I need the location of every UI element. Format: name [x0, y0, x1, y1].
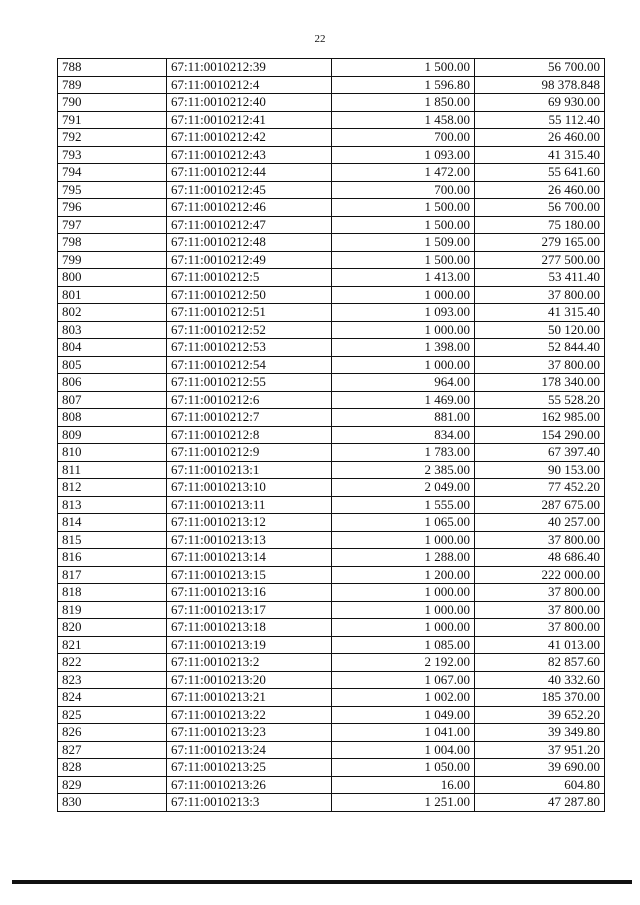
area-cell: 1 500.00 [332, 216, 475, 234]
area-cell: 1 000.00 [332, 356, 475, 374]
value-cell: 52 844.40 [475, 339, 605, 357]
value-cell: 55 528.20 [475, 391, 605, 409]
row-number-cell: 810 [58, 444, 167, 462]
area-cell: 2 049.00 [332, 479, 475, 497]
cadastral-number-cell: 67:11:0010212:39 [167, 59, 332, 77]
cadastral-number-cell: 67:11:0010213:21 [167, 689, 332, 707]
cadastral-number-cell: 67:11:0010213:1 [167, 461, 332, 479]
table-row [58, 496, 605, 514]
row-number-cell: 794 [58, 164, 167, 182]
value-cell: 77 452.20 [475, 479, 605, 497]
area-cell: 1 472.00 [332, 164, 475, 182]
cadastral-number-cell: 67:11:0010212:8 [167, 426, 332, 444]
cadastral-number-cell: 67:11:0010213:16 [167, 584, 332, 602]
area-cell: 1 398.00 [332, 339, 475, 357]
cadastral-number-cell: 67:11:0010213:18 [167, 619, 332, 637]
table-row [58, 461, 605, 479]
area-cell: 16.00 [332, 776, 475, 794]
row-number-cell: 802 [58, 304, 167, 322]
area-cell: 1 000.00 [332, 286, 475, 304]
cadastral-number-cell: 67:11:0010213:14 [167, 549, 332, 567]
table-row [58, 654, 605, 672]
table-row [58, 234, 605, 252]
area-cell: 2 192.00 [332, 654, 475, 672]
row-number-cell: 818 [58, 584, 167, 602]
value-cell: 53 411.40 [475, 269, 605, 287]
table-row [58, 531, 605, 549]
cadastral-number-cell: 67:11:0010213:15 [167, 566, 332, 584]
cadastral-number-cell: 67:11:0010212:5 [167, 269, 332, 287]
value-cell: 39 652.20 [475, 706, 605, 724]
value-cell: 39 349.80 [475, 724, 605, 742]
table-row [58, 286, 605, 304]
cadastral-number-cell: 67:11:0010212:44 [167, 164, 332, 182]
row-number-cell: 812 [58, 479, 167, 497]
cadastral-number-cell: 67:11:0010213:25 [167, 759, 332, 777]
table-row [58, 356, 605, 374]
value-cell: 40 257.00 [475, 514, 605, 532]
table-row [58, 724, 605, 742]
cadastral-number-cell: 67:11:0010213:12 [167, 514, 332, 532]
table-row [58, 689, 605, 707]
value-cell: 604.80 [475, 776, 605, 794]
area-cell: 1 085.00 [332, 636, 475, 654]
cadastral-number-cell: 67:11:0010212:48 [167, 234, 332, 252]
row-number-cell: 797 [58, 216, 167, 234]
area-cell: 1 200.00 [332, 566, 475, 584]
table-row [58, 339, 605, 357]
table-row [58, 741, 605, 759]
value-cell: 41 013.00 [475, 636, 605, 654]
value-cell: 75 180.00 [475, 216, 605, 234]
value-cell: 50 120.00 [475, 321, 605, 339]
area-cell: 1 500.00 [332, 251, 475, 269]
area-cell: 1 093.00 [332, 146, 475, 164]
row-number-cell: 827 [58, 741, 167, 759]
row-number-cell: 801 [58, 286, 167, 304]
value-cell: 178 340.00 [475, 374, 605, 392]
cadastral-number-cell: 67:11:0010212:52 [167, 321, 332, 339]
table-row [58, 111, 605, 129]
cadastral-number-cell: 67:11:0010213:24 [167, 741, 332, 759]
cadastral-number-cell: 67:11:0010212:40 [167, 94, 332, 112]
row-number-cell: 807 [58, 391, 167, 409]
row-number-cell: 815 [58, 531, 167, 549]
table-row [58, 566, 605, 584]
table-row [58, 549, 605, 567]
value-cell: 26 460.00 [475, 129, 605, 147]
table-row [58, 129, 605, 147]
table-row [58, 251, 605, 269]
cadastral-number-cell: 67:11:0010212:45 [167, 181, 332, 199]
row-number-cell: 790 [58, 94, 167, 112]
value-cell: 287 675.00 [475, 496, 605, 514]
cadastral-number-cell: 67:11:0010212:42 [167, 129, 332, 147]
area-cell: 1 288.00 [332, 549, 475, 567]
table-row [58, 94, 605, 112]
area-cell: 1 509.00 [332, 234, 475, 252]
value-cell: 40 332.60 [475, 671, 605, 689]
row-number-cell: 817 [58, 566, 167, 584]
row-number-cell: 809 [58, 426, 167, 444]
row-number-cell: 811 [58, 461, 167, 479]
area-cell: 700.00 [332, 181, 475, 199]
value-cell: 37 800.00 [475, 286, 605, 304]
cadastral-number-cell: 67:11:0010212:9 [167, 444, 332, 462]
value-cell: 48 686.40 [475, 549, 605, 567]
area-cell: 700.00 [332, 129, 475, 147]
cadastral-number-cell: 67:11:0010212:43 [167, 146, 332, 164]
cadastral-number-cell: 67:11:0010212:41 [167, 111, 332, 129]
cadastral-number-cell: 67:11:0010212:50 [167, 286, 332, 304]
cadastral-number-cell: 67:11:0010213:26 [167, 776, 332, 794]
table-row [58, 514, 605, 532]
table-row [58, 706, 605, 724]
page-number: 22 [314, 33, 326, 45]
cadastral-number-cell: 67:11:0010212:46 [167, 199, 332, 217]
row-number-cell: 829 [58, 776, 167, 794]
row-number-cell: 814 [58, 514, 167, 532]
table-row [58, 759, 605, 777]
row-number-cell: 821 [58, 636, 167, 654]
area-cell: 1 067.00 [332, 671, 475, 689]
cadastral-number-cell: 67:11:0010212:4 [167, 76, 332, 94]
table-row [58, 164, 605, 182]
value-cell: 185 370.00 [475, 689, 605, 707]
cadastral-number-cell: 67:11:0010213:19 [167, 636, 332, 654]
row-number-cell: 804 [58, 339, 167, 357]
table-row [58, 794, 605, 812]
row-number-cell: 808 [58, 409, 167, 427]
area-cell: 1 500.00 [332, 199, 475, 217]
cadastral-number-cell: 67:11:0010213:2 [167, 654, 332, 672]
row-number-cell: 793 [58, 146, 167, 164]
cadastral-number-cell: 67:11:0010213:20 [167, 671, 332, 689]
area-cell: 1 850.00 [332, 94, 475, 112]
value-cell: 279 165.00 [475, 234, 605, 252]
value-cell: 90 153.00 [475, 461, 605, 479]
area-cell: 1 783.00 [332, 444, 475, 462]
area-cell: 1 000.00 [332, 619, 475, 637]
row-number-cell: 789 [58, 76, 167, 94]
area-cell: 881.00 [332, 409, 475, 427]
row-number-cell: 826 [58, 724, 167, 742]
cadastral-number-cell: 67:11:0010213:23 [167, 724, 332, 742]
cadastral-number-cell: 67:11:0010212:6 [167, 391, 332, 409]
area-cell: 1 050.00 [332, 759, 475, 777]
value-cell: 69 930.00 [475, 94, 605, 112]
row-number-cell: 792 [58, 129, 167, 147]
row-number-cell: 798 [58, 234, 167, 252]
row-number-cell: 800 [58, 269, 167, 287]
value-cell: 39 690.00 [475, 759, 605, 777]
table-row [58, 409, 605, 427]
cadastral-number-cell: 67:11:0010212:47 [167, 216, 332, 234]
row-number-cell: 813 [58, 496, 167, 514]
cadastral-number-cell: 67:11:0010212:51 [167, 304, 332, 322]
area-cell: 1 041.00 [332, 724, 475, 742]
table-body [58, 59, 605, 812]
table-row [58, 601, 605, 619]
table-row [58, 444, 605, 462]
area-cell: 1 093.00 [332, 304, 475, 322]
row-number-cell: 803 [58, 321, 167, 339]
area-cell: 1 469.00 [332, 391, 475, 409]
cadastral-number-cell: 67:11:0010212:7 [167, 409, 332, 427]
table-row [58, 269, 605, 287]
cadastral-number-cell: 67:11:0010212:49 [167, 251, 332, 269]
value-cell: 55 641.60 [475, 164, 605, 182]
value-cell: 222 000.00 [475, 566, 605, 584]
value-cell: 37 800.00 [475, 584, 605, 602]
table-row [58, 374, 605, 392]
value-cell: 41 315.40 [475, 304, 605, 322]
area-cell: 1 004.00 [332, 741, 475, 759]
table-row [58, 426, 605, 444]
area-cell: 2 385.00 [332, 461, 475, 479]
row-number-cell: 820 [58, 619, 167, 637]
value-cell: 277 500.00 [475, 251, 605, 269]
area-cell: 1 555.00 [332, 496, 475, 514]
row-number-cell: 799 [58, 251, 167, 269]
row-number-cell: 796 [58, 199, 167, 217]
area-cell: 1 413.00 [332, 269, 475, 287]
value-cell: 41 315.40 [475, 146, 605, 164]
table-row [58, 671, 605, 689]
row-number-cell: 825 [58, 706, 167, 724]
value-cell: 37 800.00 [475, 356, 605, 374]
cadastral-number-cell: 67:11:0010213:11 [167, 496, 332, 514]
row-number-cell: 791 [58, 111, 167, 129]
area-cell: 964.00 [332, 374, 475, 392]
table-row [58, 146, 605, 164]
area-cell: 1 251.00 [332, 794, 475, 812]
cadastral-number-cell: 67:11:0010212:55 [167, 374, 332, 392]
value-cell: 162 985.00 [475, 409, 605, 427]
value-cell: 56 700.00 [475, 199, 605, 217]
value-cell: 37 800.00 [475, 531, 605, 549]
area-cell: 1 500.00 [332, 59, 475, 77]
row-number-cell: 823 [58, 671, 167, 689]
value-cell: 154 290.00 [475, 426, 605, 444]
cadastral-number-cell: 67:11:0010213:3 [167, 794, 332, 812]
value-cell: 37 800.00 [475, 601, 605, 619]
area-cell: 1 596.80 [332, 76, 475, 94]
value-cell: 67 397.40 [475, 444, 605, 462]
row-number-cell: 816 [58, 549, 167, 567]
cadastral-number-cell: 67:11:0010212:54 [167, 356, 332, 374]
table-row [58, 216, 605, 234]
value-cell: 47 287.80 [475, 794, 605, 812]
row-number-cell: 819 [58, 601, 167, 619]
row-number-cell: 824 [58, 689, 167, 707]
value-cell: 56 700.00 [475, 59, 605, 77]
value-cell: 82 857.60 [475, 654, 605, 672]
cadastral-number-cell: 67:11:0010213:13 [167, 531, 332, 549]
table-row [58, 76, 605, 94]
table-row [58, 59, 605, 77]
area-cell: 1 002.00 [332, 689, 475, 707]
value-cell: 37 800.00 [475, 619, 605, 637]
row-number-cell: 830 [58, 794, 167, 812]
area-cell: 1 000.00 [332, 601, 475, 619]
table-row [58, 321, 605, 339]
table-row [58, 181, 605, 199]
area-cell: 1 065.00 [332, 514, 475, 532]
row-number-cell: 788 [58, 59, 167, 77]
area-cell: 1 049.00 [332, 706, 475, 724]
table-row [58, 199, 605, 217]
cadastral-number-cell: 67:11:0010213:22 [167, 706, 332, 724]
value-cell: 98 378.848 [475, 76, 605, 94]
table-row [58, 584, 605, 602]
value-cell: 26 460.00 [475, 181, 605, 199]
value-cell: 55 112.40 [475, 111, 605, 129]
area-cell: 1 000.00 [332, 531, 475, 549]
row-number-cell: 806 [58, 374, 167, 392]
cadastral-number-cell: 67:11:0010213:17 [167, 601, 332, 619]
table-row [58, 636, 605, 654]
row-number-cell: 822 [58, 654, 167, 672]
table-row [58, 619, 605, 637]
area-cell: 834.00 [332, 426, 475, 444]
table-row [58, 304, 605, 322]
cadastral-number-cell: 67:11:0010213:10 [167, 479, 332, 497]
value-cell: 37 951.20 [475, 741, 605, 759]
cadastral-number-cell: 67:11:0010212:53 [167, 339, 332, 357]
area-cell: 1 458.00 [332, 111, 475, 129]
bottom-rule [12, 880, 632, 884]
row-number-cell: 805 [58, 356, 167, 374]
table-row [58, 776, 605, 794]
table-row [58, 479, 605, 497]
row-number-cell: 795 [58, 181, 167, 199]
cadastral-table [57, 58, 605, 812]
table-row [58, 391, 605, 409]
area-cell: 1 000.00 [332, 321, 475, 339]
row-number-cell: 828 [58, 759, 167, 777]
area-cell: 1 000.00 [332, 584, 475, 602]
